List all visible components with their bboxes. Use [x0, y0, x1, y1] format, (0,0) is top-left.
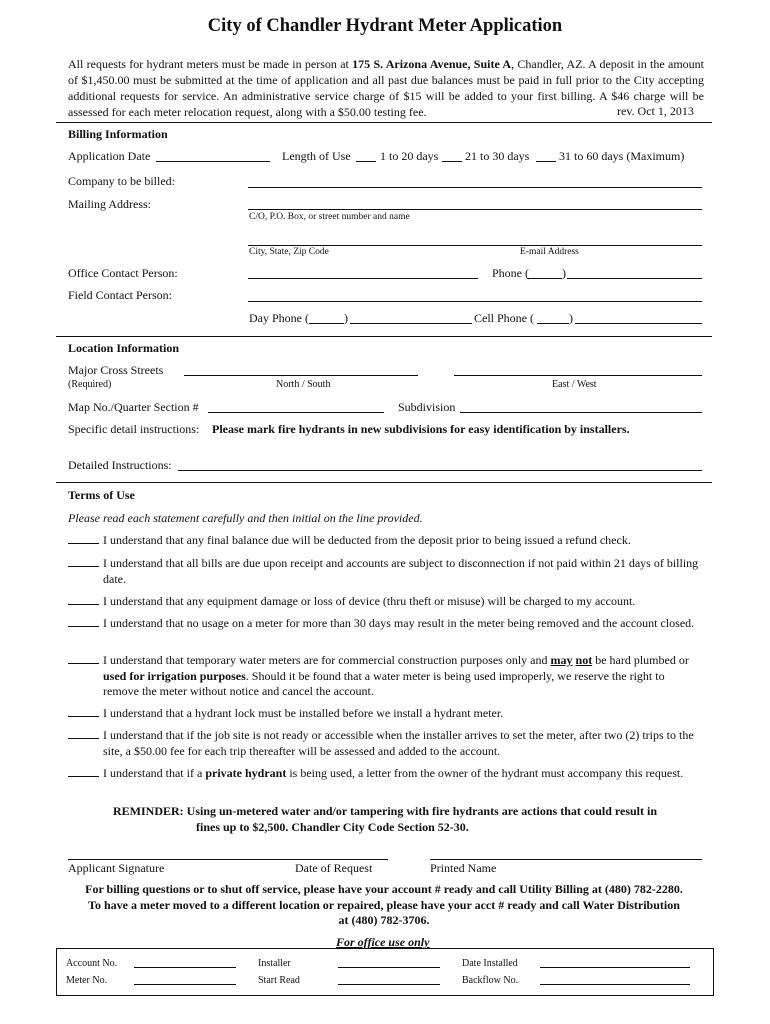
phone-field[interactable]: [567, 264, 702, 279]
map-no-label: Map No./Quarter Section #: [68, 400, 199, 414]
location-heading: Location Information: [68, 341, 179, 355]
company-label: Company to be billed:: [68, 174, 175, 188]
cell-phone-area-field[interactable]: [537, 309, 569, 324]
term-item: I understand that if the job site is not ready or accessible when the installer arrives to set the meter, after two (2) trips to the site, a $50.00 fee for each trip thereafter will be assessed and added to the account.: [68, 728, 704, 759]
installer-label: Installer: [258, 958, 291, 969]
term-item: I understand that a hydrant lock must be installed before we install a hydrant meter.: [68, 706, 704, 722]
phone-paren: ): [562, 266, 566, 280]
initial-field[interactable]: [68, 557, 99, 567]
initial-field[interactable]: [68, 767, 99, 777]
length-of-use-label: Length of Use: [282, 149, 351, 163]
initial-field[interactable]: [68, 595, 99, 605]
date-installed-label: Date Installed: [462, 958, 518, 969]
length-31-60-label: 31 to 60 days (Maximum): [559, 149, 685, 163]
meter-no-label: Meter No.: [66, 975, 108, 986]
meter-no-field[interactable]: [134, 973, 236, 985]
detailed-instructions-field[interactable]: [178, 456, 702, 471]
length-1-20-label: 1 to 20 days: [380, 149, 439, 163]
initial-field[interactable]: [68, 534, 99, 544]
printed-name-label: Printed Name: [430, 861, 497, 875]
divider: [56, 336, 712, 337]
city-hint: City, State, Zip Code: [249, 247, 329, 257]
revision-date: rev. Oct 1, 2013: [617, 104, 694, 118]
city-state-zip-email-field[interactable]: [248, 231, 702, 246]
initial-field[interactable]: [68, 654, 99, 664]
date-installed-field[interactable]: [540, 956, 690, 968]
subdivision-field[interactable]: [460, 398, 702, 413]
initial-field[interactable]: [68, 707, 99, 717]
east-west-label: East / West: [552, 379, 597, 390]
co-hint: C/O, P.O. Box, or street number and name: [249, 212, 410, 222]
application-date-field[interactable]: [156, 147, 270, 162]
date-of-request-label: Date of Request: [295, 861, 373, 875]
cell-phone-label: Cell Phone (: [474, 311, 534, 325]
specific-instructions-text: Please mark fire hydrants in new subdivisions for easy identification by installers.: [212, 422, 630, 436]
phone-area-code-field[interactable]: [527, 264, 562, 279]
divider: [56, 482, 712, 483]
applicant-signature-label: Applicant Signature: [68, 861, 165, 875]
terms-heading: Terms of Use: [68, 488, 135, 502]
cell-phone-field[interactable]: [575, 309, 702, 324]
initial-field[interactable]: [68, 617, 99, 627]
application-date-label: Application Date: [68, 149, 151, 163]
mailing-address-label: Mailing Address:: [68, 197, 151, 211]
office-contact-label: Office Contact Person:: [68, 266, 178, 280]
email-hint: E-mail Address: [520, 247, 579, 257]
field-contact-field[interactable]: [248, 287, 702, 302]
start-read-label: Start Read: [258, 975, 300, 986]
term-item: I understand that any equipment damage or loss of device (thru theft or misuse) will be charged to my account.: [68, 594, 704, 610]
printed-name-field[interactable]: [430, 845, 702, 860]
field-contact-label: Field Contact Person:: [68, 288, 172, 302]
day-phone-field[interactable]: [350, 309, 472, 324]
term-item: I understand that all bills are due upon receipt and accounts are subject to disconnection if not paid within 21 days of billing date.: [68, 556, 704, 587]
east-west-field[interactable]: [454, 361, 702, 376]
office-use-heading: For office use only: [336, 935, 430, 949]
day-phone-paren: ): [344, 311, 348, 325]
billing-heading: Billing Information: [68, 127, 168, 141]
account-no-label: Account No.: [66, 958, 118, 969]
term-item: I understand that if a private hydrant is being used, a letter from the owner of the hydrant must accompany this request.: [68, 766, 704, 782]
day-phone-label: Day Phone (: [249, 311, 309, 325]
day-phone-area-field[interactable]: [309, 309, 344, 324]
company-field[interactable]: [248, 173, 702, 188]
divider: [56, 122, 712, 123]
backflow-no-field[interactable]: [540, 973, 690, 985]
detailed-instructions-label: Detailed Instructions:: [68, 458, 172, 472]
terms-instructions: Please read each statement carefully and then initial on the line provided.: [68, 511, 423, 525]
installer-field[interactable]: [338, 956, 440, 968]
term-item: I understand that any final balance due will be deducted from the deposit prior to being issued a refund check.: [68, 533, 704, 549]
backflow-no-label: Backflow No.: [462, 975, 519, 986]
length-1-20-checkbox[interactable]: [356, 147, 376, 162]
page-title: City of Chandler Hydrant Meter Application: [207, 16, 563, 36]
office-contact-field[interactable]: [248, 264, 478, 279]
length-21-30-label: 21 to 30 days: [465, 149, 530, 163]
contact-info: For billing questions or to shut off service, please have your account # ready and call Utility Billing at (480) 782-2280. To have a meter moved to a different location or repaired, please have your acct # ready and call Water Distribution at (480) 782-3706.: [85, 882, 683, 927]
reminder-line-2: fines up to $2,500. Chandler City Code Section 52-30.: [196, 820, 469, 834]
subdivision-label: Subdivision: [398, 400, 456, 414]
intro-paragraph: All requests for hydrant meters must be made in person at 175 S. Arizona Avenue, Suite A, Chandler, AZ. A deposit in the amount of $1,450.00 must be submitted at the time of application and all past due balances must be paid in full prior to the City accepting additional requests for service. An administrative service charge of $15 will be added to your first billing. A $46 charge will be assessed for each meter relocation request, along with a $50.00 testing fee.: [68, 57, 704, 119]
phone-label: Phone (: [492, 266, 529, 280]
initial-field[interactable]: [68, 729, 99, 739]
specific-instructions-label: Specific detail instructions:: [68, 422, 200, 436]
length-31-60-checkbox[interactable]: [536, 147, 556, 162]
mailing-address-field[interactable]: [248, 195, 702, 210]
account-no-field[interactable]: [134, 956, 236, 968]
map-no-field[interactable]: [208, 398, 384, 413]
signature-date-field[interactable]: [68, 845, 388, 860]
office-address: 175 S. Arizona Avenue, Suite A: [352, 57, 512, 71]
reminder-line-1: REMINDER: Using un-metered water and/or tampering with fire hydrants are actions that could result in: [113, 804, 657, 818]
required-note: (Required): [68, 379, 112, 390]
north-south-field[interactable]: [184, 361, 418, 376]
term-item: I understand that no usage on a meter for more than 30 days may result in the meter being removed and the account closed.: [68, 616, 704, 632]
length-21-30-checkbox[interactable]: [442, 147, 462, 162]
term-item: I understand that temporary water meters are for commercial construction purposes only and may not be hard plumbed or used for irrigation purposes. Should it be found that a water meter is being used improperly, we reserve the right to remove the meter without notice and cancel the account.: [68, 653, 704, 700]
cross-streets-label: Major Cross Streets: [68, 363, 164, 377]
start-read-field[interactable]: [338, 973, 440, 985]
north-south-label: North / South: [276, 379, 331, 390]
cell-phone-paren: ): [569, 311, 573, 325]
